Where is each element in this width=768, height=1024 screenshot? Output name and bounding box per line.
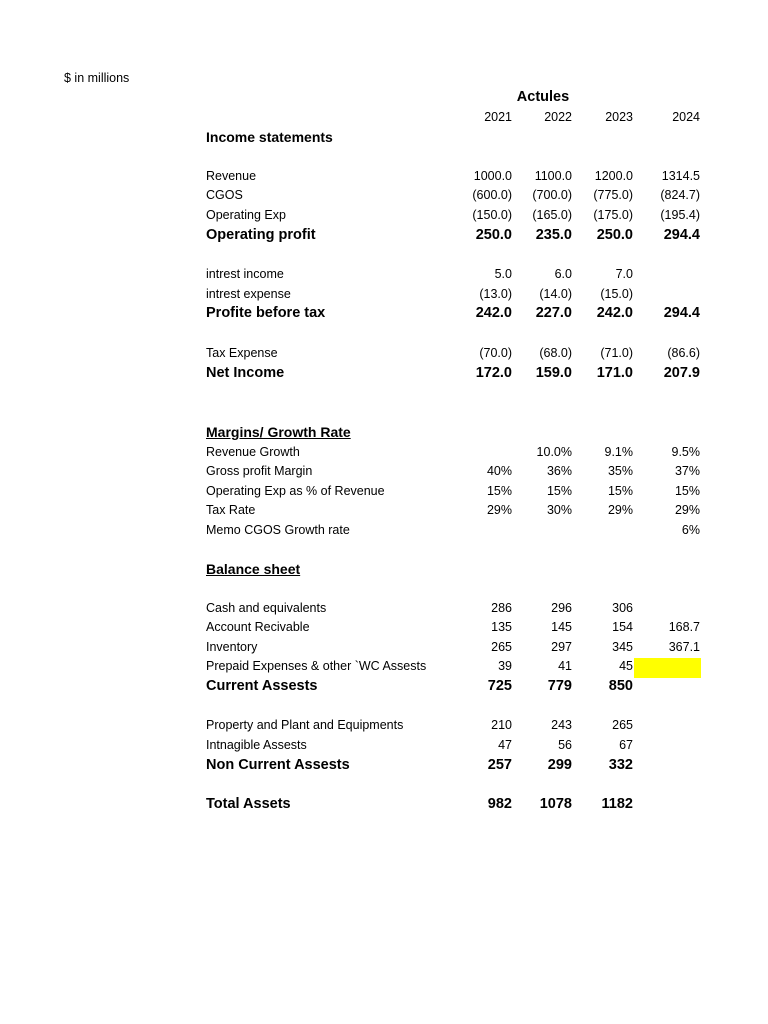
cell-2021[interactable]: (13.0) bbox=[479, 287, 512, 301]
cell-2021[interactable]: 39 bbox=[498, 659, 512, 673]
cell-2021[interactable]: 242.0 bbox=[475, 305, 512, 321]
row-cash bbox=[0, 601, 768, 621]
cell-2022[interactable]: 296 bbox=[551, 601, 572, 615]
cell-2022[interactable]: 779 bbox=[547, 678, 572, 694]
cell-2022[interactable]: 235.0 bbox=[535, 227, 572, 243]
year-header-row bbox=[0, 110, 768, 130]
cell-2023[interactable]: 67 bbox=[619, 738, 633, 752]
row-label: Operating Exp bbox=[206, 208, 286, 222]
row-label: Current Assests bbox=[206, 678, 318, 694]
cell-2022[interactable]: (700.0) bbox=[532, 188, 572, 202]
cell-2021[interactable]: 172.0 bbox=[475, 365, 512, 381]
cell-2021[interactable]: 1000.0 bbox=[473, 169, 512, 183]
row-label: Net Income bbox=[206, 365, 285, 381]
cell-2021[interactable]: (600.0) bbox=[472, 188, 512, 202]
row-label: Tax Expense bbox=[206, 346, 278, 360]
row-tax-rate bbox=[0, 503, 768, 523]
cell-2022[interactable]: 297 bbox=[551, 640, 572, 654]
row-label: Account Recivable bbox=[206, 620, 310, 634]
cell-2022[interactable]: (68.0) bbox=[539, 346, 572, 360]
cell-2021[interactable]: 286 bbox=[491, 601, 512, 615]
row-label: intrest income bbox=[206, 267, 284, 281]
row-prepaid bbox=[0, 659, 768, 679]
cell-2023[interactable]: 306 bbox=[612, 601, 633, 615]
units-note: $ in millions bbox=[64, 71, 130, 85]
row-int-income bbox=[0, 267, 768, 287]
cell-2024[interactable]: 367.1 bbox=[668, 640, 700, 654]
cell-2023[interactable]: 850 bbox=[608, 678, 633, 694]
row-label: Property and Plant and Equipments bbox=[206, 718, 404, 732]
year-2024: 2024 bbox=[672, 110, 700, 124]
row-pbt bbox=[0, 305, 768, 325]
cell-2024[interactable]: 294.4 bbox=[663, 305, 700, 321]
cell-2024[interactable]: 37% bbox=[674, 464, 700, 478]
row-label: Revenue Growth bbox=[206, 445, 300, 459]
row-label: Operating profit bbox=[206, 227, 316, 243]
row-label: Gross profit Margin bbox=[206, 464, 313, 478]
cell-2022[interactable]: 6.0 bbox=[554, 267, 572, 281]
cell-2023[interactable]: 7.0 bbox=[615, 267, 633, 281]
row-label: Tax Rate bbox=[206, 503, 256, 517]
cell-2022[interactable]: 299 bbox=[547, 757, 572, 773]
cell-2022[interactable]: 41 bbox=[558, 659, 572, 673]
cell-2022[interactable]: 30% bbox=[546, 503, 572, 517]
cell-2023[interactable]: 1200.0 bbox=[594, 169, 633, 183]
row-label: Margins/ Growth Rate bbox=[206, 424, 351, 440]
cell-2023[interactable]: (71.0) bbox=[600, 346, 633, 360]
cell-2024[interactable]: 168.7 bbox=[668, 620, 700, 634]
cell-2023[interactable]: 242.0 bbox=[596, 305, 633, 321]
cell-2023[interactable]: 250.0 bbox=[596, 227, 633, 243]
cell-2021[interactable]: 47 bbox=[498, 738, 512, 752]
cell-2022[interactable]: 243 bbox=[551, 718, 572, 732]
row-label: Balance sheet bbox=[206, 561, 301, 577]
cell-2021[interactable]: 725 bbox=[487, 678, 512, 694]
cell-2021[interactable]: 250.0 bbox=[475, 227, 512, 243]
row-label: Income statements bbox=[206, 129, 333, 145]
row-label: Intnagible Assests bbox=[206, 738, 307, 752]
cell-2023[interactable]: 35% bbox=[607, 464, 633, 478]
cell-2021[interactable]: 5.0 bbox=[494, 267, 512, 281]
cell-2023[interactable]: 345 bbox=[612, 640, 633, 654]
row-margins-title bbox=[0, 424, 768, 444]
row-intangibles bbox=[0, 738, 768, 758]
cell-2023[interactable]: (15.0) bbox=[600, 287, 633, 301]
cell-2022[interactable]: 227.0 bbox=[535, 305, 572, 321]
cell-2023[interactable]: 9.1% bbox=[604, 445, 633, 459]
row-op-profit bbox=[0, 227, 768, 247]
cell-2021[interactable]: 15% bbox=[486, 484, 512, 498]
row-opex bbox=[0, 208, 768, 228]
row-label: Total Assets bbox=[206, 796, 291, 812]
year-2023: 2023 bbox=[605, 110, 633, 124]
row-bs-title bbox=[0, 561, 768, 581]
cell-2021[interactable]: 265 bbox=[491, 640, 512, 654]
cell-2023[interactable]: 45 bbox=[619, 659, 633, 673]
row-label: intrest expense bbox=[206, 287, 291, 301]
cell-2023[interactable]: (775.0) bbox=[593, 188, 633, 202]
cell-2024[interactable]: 294.4 bbox=[663, 227, 700, 243]
row-ar bbox=[0, 620, 768, 640]
cell-2022[interactable]: 56 bbox=[558, 738, 572, 752]
cell-2024[interactable]: 15% bbox=[674, 484, 700, 498]
cell-2022[interactable]: (165.0) bbox=[532, 208, 572, 222]
cell-2021[interactable]: 982 bbox=[487, 796, 512, 812]
row-label: CGOS bbox=[206, 188, 243, 202]
row-opex-pct bbox=[0, 484, 768, 504]
row-int-expense bbox=[0, 287, 768, 307]
row-total-assets bbox=[0, 796, 768, 816]
cell-2023[interactable]: 1182 bbox=[601, 796, 633, 812]
row-net-income bbox=[0, 365, 768, 385]
row-gp-margin bbox=[0, 464, 768, 484]
cell-2023[interactable]: 265 bbox=[612, 718, 633, 732]
cell-2022[interactable]: 15% bbox=[546, 484, 572, 498]
cell-2021[interactable]: 40% bbox=[486, 464, 512, 478]
year-2021: 2021 bbox=[484, 110, 512, 124]
row-label: Operating Exp as % of Revenue bbox=[206, 484, 385, 498]
cell-2024[interactable]: 29% bbox=[674, 503, 700, 517]
row-cgos-growth bbox=[0, 523, 768, 543]
cell-2023[interactable]: 29% bbox=[607, 503, 633, 517]
cell-2021[interactable]: 29% bbox=[486, 503, 512, 517]
cell-2022[interactable]: 159.0 bbox=[535, 365, 572, 381]
row-tax-exp bbox=[0, 346, 768, 366]
actuals-header: Actules bbox=[516, 89, 570, 105]
row-label: Revenue bbox=[206, 169, 257, 183]
year-2022: 2022 bbox=[544, 110, 572, 124]
cell-2021[interactable]: (70.0) bbox=[479, 346, 512, 360]
cell-2024[interactable]: 1314.5 bbox=[661, 169, 700, 183]
cell-2024[interactable]: 207.9 bbox=[663, 365, 700, 381]
cell-2023[interactable]: 154 bbox=[612, 620, 633, 634]
row-cgos bbox=[0, 188, 768, 208]
row-label: Cash and equivalents bbox=[206, 601, 327, 615]
cell-2021[interactable]: 210 bbox=[491, 718, 512, 732]
row-noncurrent-assets bbox=[0, 757, 768, 777]
cell-2024[interactable]: (86.6) bbox=[667, 346, 700, 360]
row-label: Memo CGOS Growth rate bbox=[206, 523, 350, 537]
row-label: Inventory bbox=[206, 640, 258, 654]
row-revenue bbox=[0, 169, 768, 189]
row-rev-growth bbox=[0, 445, 768, 465]
row-label: Prepaid Expenses & other `WC Assests bbox=[206, 659, 427, 673]
cell-2023[interactable]: 332 bbox=[608, 757, 633, 773]
row-label: Non Current Assests bbox=[206, 757, 350, 773]
row-label: Profite before tax bbox=[206, 305, 326, 321]
row-title bbox=[0, 129, 768, 149]
cell-2022[interactable]: 1100.0 bbox=[534, 169, 572, 183]
cell-2024[interactable]: 9.5% bbox=[671, 445, 700, 459]
cell-2024[interactable]: (195.4) bbox=[660, 208, 700, 222]
cell-2024[interactable]: 6% bbox=[681, 523, 700, 537]
cell-2021[interactable]: (150.0) bbox=[472, 208, 512, 222]
row-current-assets bbox=[0, 678, 768, 698]
cell-2021[interactable]: 135 bbox=[491, 620, 512, 634]
cell-2022[interactable]: 1078 bbox=[539, 796, 572, 812]
cell-2023[interactable]: 171.0 bbox=[596, 365, 633, 381]
row-ppe bbox=[0, 718, 768, 738]
cell-2022[interactable]: 36% bbox=[546, 464, 572, 478]
cell-2022[interactable]: 10.0% bbox=[536, 445, 572, 459]
cell-2024[interactable]: (824.7) bbox=[660, 188, 700, 202]
cell-2023[interactable]: 15% bbox=[607, 484, 633, 498]
cell-2022[interactable]: (14.0) bbox=[539, 287, 572, 301]
cell-2022[interactable]: 145 bbox=[551, 620, 572, 634]
cell-2021[interactable]: 257 bbox=[487, 757, 512, 773]
cell-2023[interactable]: (175.0) bbox=[593, 208, 633, 222]
row-inventory bbox=[0, 640, 768, 660]
